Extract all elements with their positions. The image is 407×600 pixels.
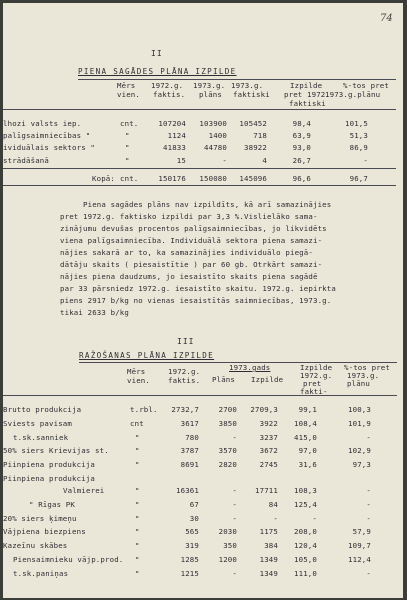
- row-label: Piensaimnieku vājp.prod.: [13, 555, 124, 564]
- row-unit: ": [135, 460, 140, 469]
- header-fact1972-1: 1972.g.: [151, 81, 184, 90]
- row-pct: -: [366, 500, 371, 509]
- table-rule: [3, 395, 397, 396]
- row-unit: ": [125, 131, 130, 140]
- row-plan: 350: [223, 541, 237, 550]
- row-plan: -: [232, 569, 237, 578]
- row-exec: 84: [268, 500, 278, 509]
- row-plan: 2030: [218, 527, 237, 536]
- row-exec: 1175: [259, 527, 278, 536]
- total-unit: cnt.: [120, 174, 139, 183]
- row-vs: 111,0: [294, 569, 317, 578]
- row-f72: 3617: [180, 419, 199, 428]
- section-numeral: II: [151, 49, 163, 58]
- row-pct: 101,9: [348, 419, 371, 428]
- header-exec-3: faktiski: [289, 99, 326, 108]
- row-pct: 97,3: [352, 460, 371, 469]
- row-unit: ": [135, 486, 140, 495]
- row-pct: 109,7: [348, 541, 371, 550]
- row-pct: 57,9: [352, 527, 371, 536]
- row-label: lhozi valsts iep.: [3, 119, 82, 128]
- header-unit-2: vien.: [127, 376, 150, 385]
- row-fact1973: 105452: [239, 119, 267, 128]
- row-f72: 1215: [180, 569, 199, 578]
- header-exec-1: Izpilde: [290, 81, 323, 90]
- paragraph-line: Piena sagādes plāns nav izpildīts, kā arī samazinājies: [83, 200, 332, 209]
- header-pct-3: plānu: [347, 379, 370, 388]
- paragraph-line: par 33 pārsniedz 1972.g. iesaistīto skaitu. 1972.g. iepirkta: [60, 284, 336, 293]
- row-label: Brutto produkcija: [3, 405, 82, 414]
- row-unit: ": [135, 446, 140, 455]
- row-exec: 93,0: [292, 143, 311, 152]
- row-plan: 1200: [218, 555, 237, 564]
- row-f72: 8691: [180, 460, 199, 469]
- header-fact1972-1: 1972.g.: [168, 367, 201, 376]
- row-plan: -: [232, 500, 237, 509]
- paragraph-line: viena palīgsaimniecība. Individuālā sektora piena samazi-: [60, 236, 323, 245]
- row-vs: 105,0: [294, 555, 317, 564]
- row-exec: 3672: [259, 446, 278, 455]
- row-vs: -: [312, 514, 317, 523]
- row-pct: -: [366, 514, 371, 523]
- row-exec: 17711: [255, 486, 278, 495]
- row-vs: 99,1: [298, 405, 317, 414]
- row-unit: ": [135, 500, 140, 509]
- paragraph-line: pret 1972.g. faktisko izpildi par 3,3 %.Vislielāko sama-: [60, 212, 318, 221]
- row-fact1973: 4: [262, 156, 267, 165]
- header-fact1973-1: 1973.g.: [231, 81, 264, 90]
- row-plan1973: 44780: [204, 143, 227, 152]
- row-label: Piinpiena produkcija: [3, 474, 95, 483]
- row-pct: 101,5: [345, 119, 368, 128]
- row-unit: ": [135, 527, 140, 536]
- header-vs-1: Izpilde: [300, 363, 333, 372]
- row-pct: 51,3: [349, 131, 368, 140]
- row-plan: -: [232, 433, 237, 442]
- row-exec: 384: [264, 541, 278, 550]
- table-rule: [3, 168, 396, 169]
- row-exec: 3237: [259, 433, 278, 442]
- row-pct: -: [363, 156, 368, 165]
- row-exec: 1349: [259, 555, 278, 564]
- row-vs: 415,0: [294, 433, 317, 442]
- header-pct-1: %-tos pret: [343, 81, 389, 90]
- row-exec: 26,7: [292, 156, 311, 165]
- table-rule: [3, 185, 396, 186]
- total-exec: 96,6: [292, 174, 311, 183]
- table-rule: [3, 109, 396, 110]
- row-exec: 2745: [259, 460, 278, 469]
- header-exec-2: pret 1972.: [284, 90, 330, 99]
- row-label: palīgsaimniecības ": [3, 131, 91, 140]
- row-plan: -: [232, 486, 237, 495]
- header-vs-2: 1972.g.: [300, 371, 333, 380]
- row-unit: ": [135, 569, 140, 578]
- total-pct: 96,7: [349, 174, 368, 183]
- row-unit: ": [135, 514, 140, 523]
- row-unit: t.rbl.: [130, 405, 158, 414]
- row-vs: 120,4: [294, 541, 317, 550]
- paragraph-line: nājies piena daudzums, jo iesaistīto skaits piena sagādē: [60, 272, 318, 281]
- row-unit: ": [135, 433, 140, 442]
- row-pct: 102,9: [348, 446, 371, 455]
- row-exec: -: [273, 514, 278, 523]
- row-f72: 30: [189, 514, 199, 523]
- row-label: " Rīgas PK: [29, 500, 75, 509]
- row-label: strādāšanā: [3, 156, 49, 165]
- row-pct: 112,4: [348, 555, 371, 564]
- row-label: Piinpiena produkcija: [3, 460, 95, 469]
- row-pct: -: [366, 486, 371, 495]
- row-exec: 98,4: [292, 119, 311, 128]
- row-fact1972: 41833: [163, 143, 186, 152]
- row-plan1973: -: [222, 156, 227, 165]
- paragraph-line: piens 2917 b/kg no vienas iesaistītās saimniecības, 1973.g.: [60, 296, 332, 305]
- row-vs: 108,3: [294, 486, 317, 495]
- row-label: 50% siers Krievijas st.: [3, 446, 109, 455]
- total-label: Kopā:: [92, 174, 115, 183]
- row-unit: ": [135, 541, 140, 550]
- row-fact1973: 38922: [244, 143, 267, 152]
- row-label: t.sk.sanniek: [13, 433, 69, 442]
- row-plan: 3850: [218, 419, 237, 428]
- row-label: Valmierei: [63, 486, 105, 495]
- row-label: 20% siers ķimeņu: [3, 514, 77, 523]
- row-f72: 780: [185, 433, 199, 442]
- row-plan: 2700: [218, 405, 237, 414]
- row-unit: ": [135, 555, 140, 564]
- row-vs: 125,4: [294, 500, 317, 509]
- header-fact1972-2: faktis.: [153, 90, 186, 99]
- row-plan1973: 103900: [199, 119, 227, 128]
- row-pct: -: [366, 569, 371, 578]
- row-vs: 31,6: [298, 460, 317, 469]
- header-fact1972-2: faktis.: [168, 376, 201, 385]
- row-label: Sviests pavisam: [3, 419, 72, 428]
- row-unit: ": [125, 156, 130, 165]
- row-fact1972: 1124: [167, 131, 186, 140]
- row-fact1972: 107204: [158, 119, 186, 128]
- row-f72: 3787: [180, 446, 199, 455]
- header-pct-2: 1973.g.plānu: [325, 90, 381, 99]
- row-exec: 63,9: [292, 131, 311, 140]
- row-unit: ": [125, 143, 130, 152]
- header-plan: Plāns: [212, 375, 235, 384]
- row-plan: 3570: [218, 446, 237, 455]
- row-vs: 208,0: [294, 527, 317, 536]
- row-exec: 1349: [259, 569, 278, 578]
- row-label: ividuālais sektors ": [3, 143, 95, 152]
- row-label: Kazeīnu skābes: [3, 541, 68, 550]
- row-exec: 3922: [259, 419, 278, 428]
- row-vs: 97,0: [298, 446, 317, 455]
- total-fact1973: 145096: [239, 174, 267, 183]
- row-f72: 16361: [176, 486, 199, 495]
- row-pct: 100,3: [348, 405, 371, 414]
- paragraph-line: nājies sakarā ar to, ka samazinājies individuālo piegā-: [60, 248, 313, 257]
- row-plan: -: [232, 514, 237, 523]
- header-pct-1: %-tos pret: [344, 363, 390, 372]
- header-plan1973-2: plāns: [199, 90, 222, 99]
- header-plan1973-1: 1973.g.: [193, 81, 226, 90]
- row-fact1973: 718: [253, 131, 267, 140]
- row-exec: 2709,3: [250, 405, 278, 414]
- row-vs: 108,4: [294, 419, 317, 428]
- header-unit-2: vien.: [117, 90, 140, 99]
- total-plan1973: 150080: [199, 174, 227, 183]
- header-unit-1: Mērs: [127, 367, 146, 376]
- header-year1973: 1973.gads: [229, 363, 271, 372]
- section-numeral: III: [177, 337, 195, 346]
- paragraph-line: zinājumu devušas procentos palīgsaimniecības, jo likvidēts: [60, 224, 327, 233]
- header-pct-2: 1973.g.: [347, 371, 380, 380]
- paragraph-line: dātāju skaits ( piesaistītie ) par 60 gb. Otrkārt samazi-: [60, 260, 323, 269]
- row-f72: 319: [185, 541, 199, 550]
- section-title: PIENA SAGĀDES PLĀNA IZPILDE: [78, 67, 237, 76]
- row-f72: 1285: [180, 555, 199, 564]
- row-unit: cnt.: [120, 119, 139, 128]
- header-fact1973-2: faktiski: [233, 90, 270, 99]
- row-plan1973: 1400: [208, 131, 227, 140]
- row-f72: 2732,7: [171, 405, 199, 414]
- row-f72: 565: [185, 527, 199, 536]
- header-exec: Izpilde: [251, 375, 284, 384]
- header-vs-3: pret: [303, 379, 322, 388]
- paragraph-line: tikai 2633 b/kg: [60, 308, 129, 317]
- row-plan: 2820: [218, 460, 237, 469]
- row-f72: 67: [189, 500, 199, 509]
- table-rule: [78, 79, 396, 80]
- header-vs-4: fakti-: [300, 387, 328, 396]
- row-fact1972: 15: [176, 156, 186, 165]
- header-unit-1: Mērs: [117, 81, 136, 90]
- section-title: RAŽOŠANAS PLĀNA IZPILDE: [79, 351, 215, 360]
- page-number: 74: [380, 13, 393, 24]
- row-pct: -: [366, 433, 371, 442]
- row-label: t.sk.paniņas: [13, 569, 69, 578]
- row-label: Vājpiena biezpiens: [3, 527, 86, 536]
- document-page: [3, 3, 403, 598]
- total-fact1972: 150176: [158, 174, 186, 183]
- row-unit: cnt: [130, 419, 144, 428]
- row-pct: 86,9: [349, 143, 368, 152]
